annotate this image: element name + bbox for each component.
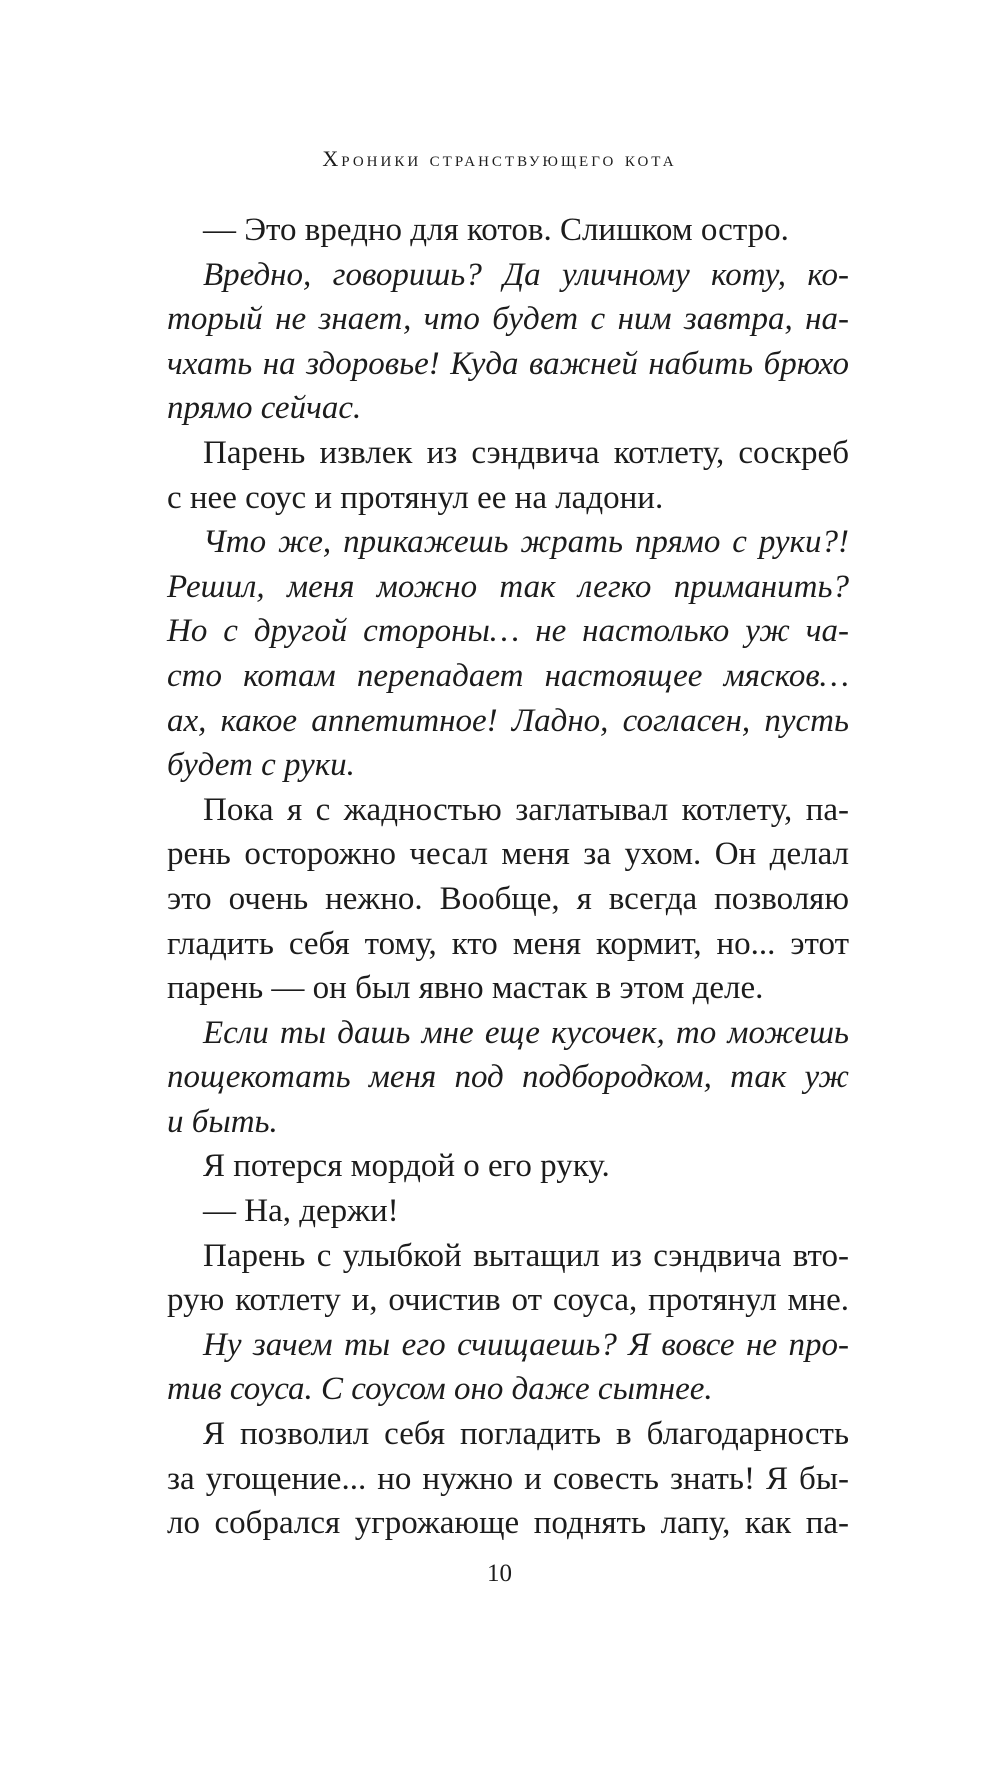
text-line: Ну зачем ты его счищаешь? Я вовсе не про-	[203, 1326, 849, 1363]
body-text	[167, 208, 849, 1546]
text-line: Решил, меня можно так легко приманить?	[167, 568, 849, 605]
text-line: за угощение... но нужно и совесть знать! Я бы-	[167, 1460, 849, 1497]
text-line: парень — он был явно мастак в этом деле.	[167, 970, 764, 1007]
text-line: гладить себя тому, кто меня кормит, но... этот	[167, 925, 849, 962]
text-line: — На, держи!	[203, 1193, 399, 1230]
running-header: Хроники странствующего кота	[322, 146, 677, 171]
text-line: и быть.	[167, 1103, 278, 1140]
text-line: сто котам перепадает настоящее мясков…	[167, 657, 849, 694]
text-line: Парень с улыбкой вытащил из сэндвича вто-	[203, 1237, 849, 1274]
page-number: 10	[487, 1560, 512, 1587]
text-line: пощекотать меня под подбородком, так уж	[167, 1059, 849, 1096]
text-line: — Это вредно для котов. Слишком остро.	[203, 212, 789, 248]
text-line: прямо сейчас.	[167, 390, 362, 427]
text-line: чхать на здоровье! Куда важней набить брюхо	[167, 345, 849, 382]
text-line: Но с другой стороны… не настолько уж ча-	[167, 613, 849, 650]
text-line: торый не знает, что будет с ним завтра, на-	[167, 301, 849, 338]
text-line: Пока я с жадностью заглатывал котлету, па-	[203, 791, 849, 828]
text-line: ах, какое аппетитное! Ладно, согласен, пусть	[167, 702, 849, 739]
text-line: Я позволил себя погладить в благодарность	[203, 1416, 849, 1453]
text-line: тив соуса. С соусом оно даже сытнее.	[167, 1371, 713, 1408]
text-line: Если ты дашь мне еще кусочек, то можешь	[203, 1014, 849, 1051]
text-line: Что же, прикажешь жрать прямо с руки?!	[203, 524, 849, 561]
text-line: рую котлету и, очистив от соуса, протянул мне.	[167, 1282, 849, 1319]
text-line: с нее соус и протянул ее на ладони.	[167, 479, 664, 516]
text-line: ло собрался угрожающе поднять лапу, как па-	[167, 1505, 849, 1542]
text-line: Парень извлек из сэндвича котлету, соскреб	[203, 434, 849, 471]
text-line: Я потерся мордой о его руку.	[203, 1148, 610, 1185]
text-line: рень осторожно чесал меня за ухом. Он делал	[167, 836, 849, 873]
text-line: это очень нежно. Вообще, я всегда позволяю	[167, 880, 849, 917]
text-line: Вредно, говоришь? Да уличному коту, ко-	[203, 256, 849, 293]
text-line: будет с руки.	[167, 747, 355, 784]
